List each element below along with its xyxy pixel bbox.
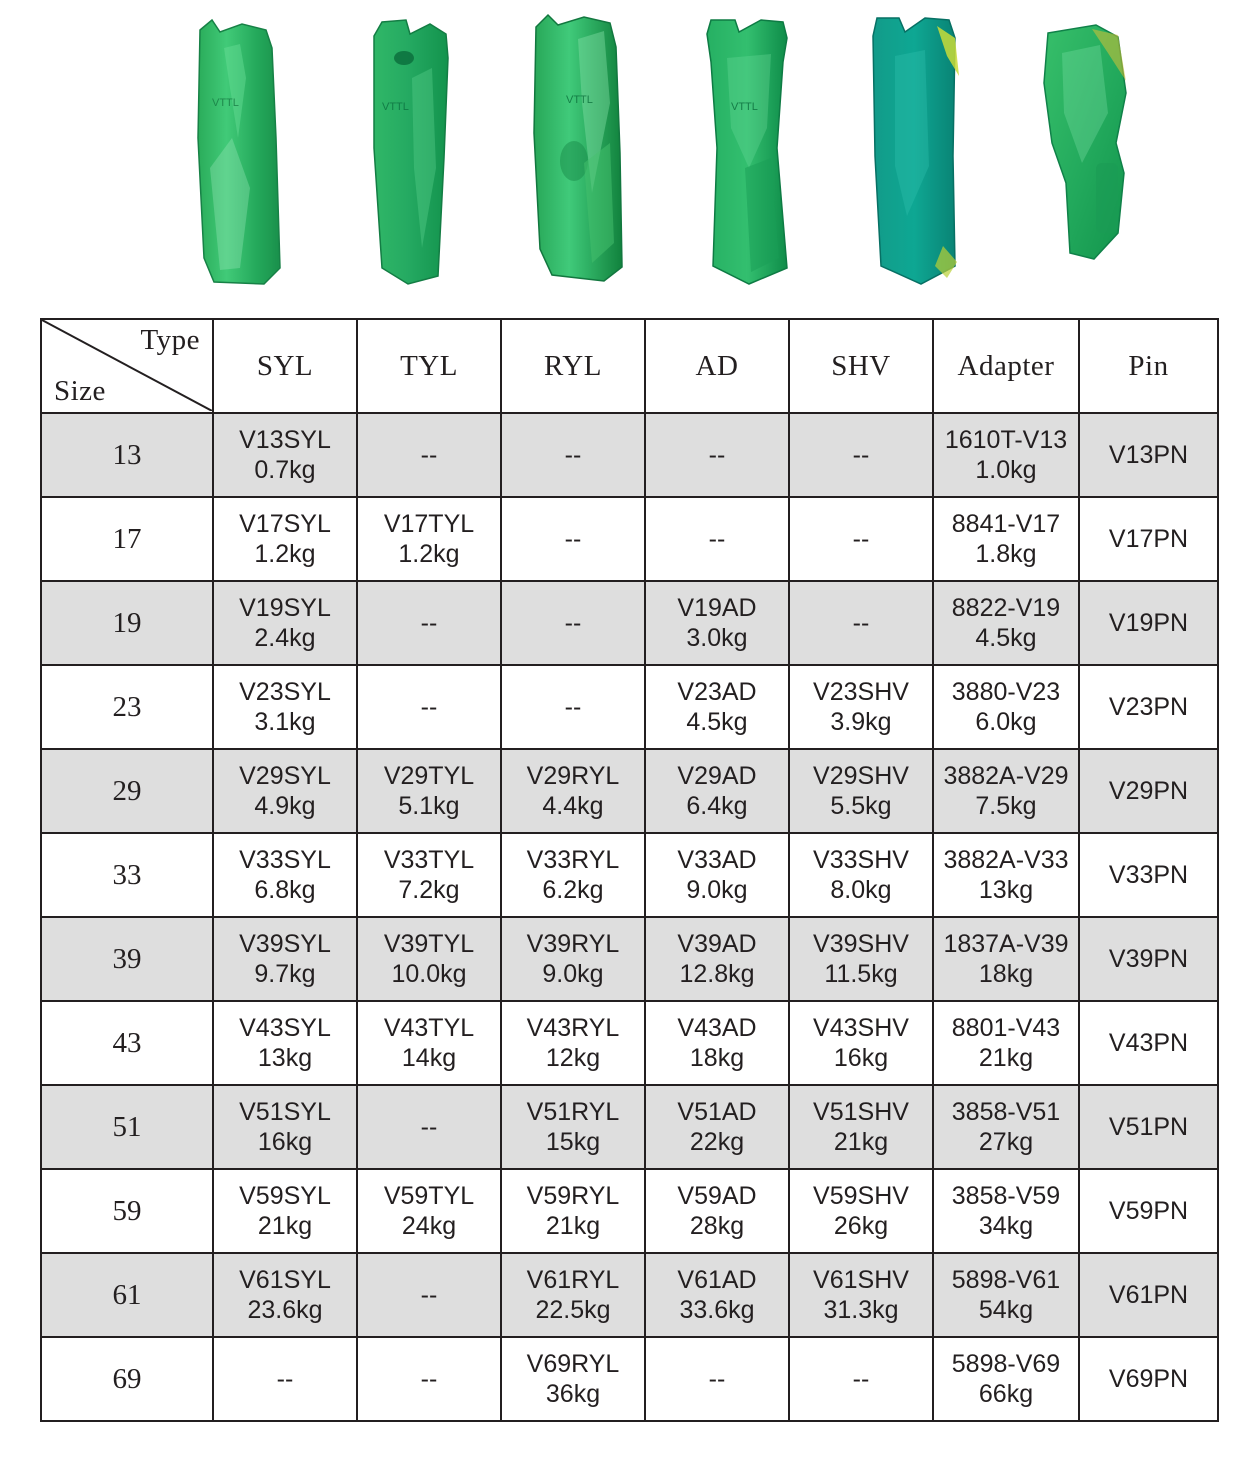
cell-spec (501, 1169, 645, 1253)
table-row (41, 497, 1218, 581)
cell-code: V17SYL (239, 509, 331, 538)
cell-code: V33RYL (526, 845, 620, 874)
cell-size: 59 (41, 1169, 213, 1253)
table-row (41, 665, 1218, 749)
cell-weight: 4.4kg (542, 792, 604, 820)
cell-code: V13SYL (239, 425, 331, 454)
cell-weight: 11.5kg (824, 960, 898, 988)
cell-code: V33SHV (813, 845, 909, 874)
cell-empty: -- (357, 1253, 501, 1337)
cell-code: 8801-V43 (951, 1013, 1061, 1042)
cell-empty: -- (645, 1337, 789, 1421)
cell-spec (645, 917, 789, 1001)
svg-text:VTTL: VTTL (382, 101, 410, 113)
cell-weight: 7.2kg (398, 876, 460, 904)
cell-spec (789, 833, 933, 917)
cell-code: V33AD (677, 845, 757, 874)
cell-spec (789, 1253, 933, 1337)
cell-spec (501, 1253, 645, 1337)
cell-spec (213, 497, 357, 581)
product-image-strip (180, 8, 1140, 293)
cell-empty: -- (789, 581, 933, 665)
cell-empty: -- (357, 1085, 501, 1169)
header-col-adapter: Adapter (933, 319, 1079, 413)
cell-spec (933, 917, 1079, 1001)
cell-spec (789, 1085, 933, 1169)
table-row (41, 1001, 1218, 1085)
cell-weight: 22.5kg (535, 1296, 611, 1324)
table-row (41, 1169, 1218, 1253)
cell-empty: -- (357, 413, 501, 497)
cell-pin: V43PN (1079, 1001, 1218, 1085)
product-adapter (1022, 23, 1140, 293)
cell-spec (501, 833, 645, 917)
cell-code: V23SYL (239, 677, 331, 706)
tooth-ryl-icon (518, 13, 640, 288)
cell-weight: 33.6kg (679, 1296, 755, 1324)
cell-spec (213, 1169, 357, 1253)
cell-spec (933, 1085, 1079, 1169)
product-tooth-ryl (518, 13, 640, 293)
cell-weight: 12.8kg (679, 960, 755, 988)
cell-weight: 3.1kg (254, 708, 316, 736)
cell-spec (357, 1169, 501, 1253)
specification-table (40, 318, 1219, 1422)
cell-pin: V19PN (1079, 581, 1218, 665)
cell-spec (501, 1085, 645, 1169)
cell-weight: 24kg (401, 1212, 457, 1240)
cell-spec (933, 665, 1079, 749)
cell-empty: -- (357, 581, 501, 665)
cell-weight: 12kg (545, 1044, 601, 1072)
cell-weight: 31.3kg (823, 1296, 899, 1324)
cell-spec (213, 1085, 357, 1169)
cell-weight: 6.0kg (975, 708, 1037, 736)
cell-code: V51SYL (239, 1097, 331, 1126)
cell-spec (789, 917, 933, 1001)
cell-code: 3882A-V33 (943, 845, 1069, 874)
cell-spec (645, 749, 789, 833)
cell-size: 29 (41, 749, 213, 833)
cell-empty: -- (213, 1337, 357, 1421)
cell-spec (645, 1253, 789, 1337)
adapter-icon (1022, 23, 1140, 288)
cell-weight: 6.8kg (254, 876, 316, 904)
cell-weight: 0.7kg (254, 456, 316, 484)
cell-weight: 2.4kg (254, 624, 316, 652)
cell-spec (933, 581, 1079, 665)
cell-code: V19SYL (239, 593, 331, 622)
cell-weight: 21kg (833, 1128, 889, 1156)
table-row (41, 581, 1218, 665)
cell-spec (645, 1001, 789, 1085)
product-tooth-shv (855, 16, 975, 293)
cell-size: 17 (41, 497, 213, 581)
cell-pin: V33PN (1079, 833, 1218, 917)
cell-code: 3858-V59 (951, 1181, 1061, 1210)
cell-code: V59SYL (239, 1181, 331, 1210)
cell-code: 5898-V69 (951, 1349, 1061, 1378)
cell-spec (213, 917, 357, 1001)
cell-weight: 23.6kg (247, 1296, 323, 1324)
cell-empty: -- (501, 413, 645, 497)
cell-code: V39RYL (526, 929, 620, 958)
cell-weight: 9.0kg (542, 960, 604, 988)
header-label-size: Size (54, 375, 106, 407)
cell-spec (213, 833, 357, 917)
cell-weight: 4.5kg (975, 624, 1037, 652)
cell-code: V69RYL (526, 1349, 620, 1378)
cell-code: V61SHV (813, 1265, 909, 1294)
svg-text:VTTL: VTTL (212, 97, 239, 109)
cell-spec (357, 833, 501, 917)
cell-size: 69 (41, 1337, 213, 1421)
cell-empty: -- (789, 497, 933, 581)
cell-spec (501, 917, 645, 1001)
cell-weight: 4.5kg (686, 708, 748, 736)
header-col-tyl: TYL (357, 319, 501, 413)
cell-weight: 1.2kg (398, 540, 460, 568)
cell-spec (933, 1169, 1079, 1253)
cell-spec (645, 833, 789, 917)
cell-pin: V61PN (1079, 1253, 1218, 1337)
cell-size: 33 (41, 833, 213, 917)
table-row (41, 833, 1218, 917)
cell-weight: 21kg (978, 1044, 1034, 1072)
cell-empty: -- (645, 497, 789, 581)
cell-spec (501, 749, 645, 833)
tooth-ad-icon (687, 18, 807, 288)
cell-weight: 26kg (833, 1212, 889, 1240)
cell-code: V43RYL (526, 1013, 620, 1042)
cell-code: V51RYL (526, 1097, 620, 1126)
cell-size: 23 (41, 665, 213, 749)
cell-weight: 5.5kg (830, 792, 892, 820)
cell-code: 3880-V23 (951, 677, 1061, 706)
cell-size: 19 (41, 581, 213, 665)
header-col-syl: SYL (213, 319, 357, 413)
cell-empty: -- (501, 665, 645, 749)
specification-table-wrapper (40, 318, 1215, 1422)
cell-weight: 10.0kg (391, 960, 467, 988)
table-row (41, 917, 1218, 1001)
cell-spec (933, 1337, 1079, 1421)
cell-spec (213, 1001, 357, 1085)
cell-size: 13 (41, 413, 213, 497)
cell-weight: 54kg (978, 1296, 1034, 1324)
table-row (41, 1337, 1218, 1421)
cell-spec (357, 749, 501, 833)
cell-weight: 6.2kg (542, 876, 604, 904)
cell-code: V43AD (677, 1013, 757, 1042)
cell-weight: 6.4kg (686, 792, 748, 820)
cell-weight: 66kg (978, 1380, 1034, 1408)
cell-weight: 3.0kg (686, 624, 748, 652)
cell-weight: 5.1kg (398, 792, 460, 820)
cell-weight: 1.2kg (254, 540, 316, 568)
cell-weight: 16kg (833, 1044, 889, 1072)
cell-weight: 9.7kg (254, 960, 316, 988)
header-label-type: Type (140, 324, 200, 356)
header-col-pin: Pin (1079, 319, 1218, 413)
table-row (41, 1253, 1218, 1337)
cell-spec (645, 665, 789, 749)
cell-spec (501, 1337, 645, 1421)
cell-code: V33SYL (239, 845, 331, 874)
cell-spec (213, 749, 357, 833)
cell-spec (789, 665, 933, 749)
tooth-syl-icon (180, 18, 305, 288)
cell-weight: 18kg (689, 1044, 745, 1072)
cell-code: 1610T-V13 (944, 425, 1068, 454)
cell-code: 8822-V19 (951, 593, 1061, 622)
cell-spec (213, 1253, 357, 1337)
cell-spec (789, 1001, 933, 1085)
cell-code: V29AD (677, 761, 757, 790)
cell-weight: 36kg (545, 1380, 601, 1408)
svg-text:VTTL: VTTL (731, 101, 759, 113)
cell-spec (645, 581, 789, 665)
cell-code: V61AD (677, 1265, 757, 1294)
cell-empty: -- (357, 1337, 501, 1421)
cell-code: V59AD (677, 1181, 757, 1210)
cell-code: 3882A-V29 (943, 761, 1069, 790)
cell-code: V39AD (677, 929, 757, 958)
cell-code: V61SYL (239, 1265, 331, 1294)
cell-code: V23AD (677, 677, 757, 706)
cell-spec (933, 413, 1079, 497)
cell-spec (501, 1001, 645, 1085)
cell-size: 51 (41, 1085, 213, 1169)
cell-weight: 14kg (401, 1044, 457, 1072)
cell-spec (789, 749, 933, 833)
cell-weight: 21kg (257, 1212, 313, 1240)
cell-weight: 22kg (689, 1128, 745, 1156)
product-tooth-tyl (352, 18, 470, 293)
cell-code: V61RYL (526, 1265, 620, 1294)
table-row (41, 413, 1218, 497)
cell-code: V39SYL (239, 929, 331, 958)
cell-weight: 16kg (257, 1128, 313, 1156)
cell-code: V39SHV (813, 929, 909, 958)
cell-weight: 7.5kg (975, 792, 1037, 820)
cell-code: V59TYL (383, 1181, 475, 1210)
cell-code: V23SHV (813, 677, 909, 706)
header-corner-size-type (41, 319, 213, 413)
cell-spec (213, 665, 357, 749)
cell-code: V29SHV (813, 761, 909, 790)
cell-code: 8841-V17 (951, 509, 1061, 538)
table-body (41, 413, 1218, 1421)
cell-pin: V23PN (1079, 665, 1218, 749)
cell-code: 5898-V61 (951, 1265, 1061, 1294)
cell-pin: V59PN (1079, 1169, 1218, 1253)
cell-code: V51AD (677, 1097, 757, 1126)
cell-code: V59RYL (526, 1181, 620, 1210)
table-header (41, 319, 1218, 413)
cell-code: V29RYL (526, 761, 620, 790)
cell-size: 43 (41, 1001, 213, 1085)
cell-weight: 1.8kg (975, 540, 1037, 568)
cell-empty: -- (501, 497, 645, 581)
cell-pin: V39PN (1079, 917, 1218, 1001)
cell-spec (933, 833, 1079, 917)
cell-code: V43SHV (813, 1013, 909, 1042)
cell-code: V59SHV (813, 1181, 909, 1210)
cell-empty: -- (789, 1337, 933, 1421)
cell-size: 39 (41, 917, 213, 1001)
product-tooth-ad (687, 18, 807, 293)
cell-empty: -- (645, 413, 789, 497)
cell-pin: V69PN (1079, 1337, 1218, 1421)
cell-code: V19AD (677, 593, 757, 622)
cell-size: 61 (41, 1253, 213, 1337)
cell-weight: 13kg (257, 1044, 313, 1072)
cell-code: V51SHV (813, 1097, 909, 1126)
cell-spec (357, 497, 501, 581)
cell-code: 1837A-V39 (943, 929, 1069, 958)
cell-code: V29TYL (383, 761, 475, 790)
cell-code: 3858-V51 (951, 1097, 1061, 1126)
cell-code: V39TYL (383, 929, 475, 958)
cell-spec (357, 1001, 501, 1085)
cell-pin: V17PN (1079, 497, 1218, 581)
cell-spec (933, 497, 1079, 581)
cell-spec (789, 1169, 933, 1253)
cell-weight: 28kg (689, 1212, 745, 1240)
cell-weight: 18kg (978, 960, 1034, 988)
header-col-ad: AD (645, 319, 789, 413)
cell-spec (645, 1085, 789, 1169)
cell-empty: -- (501, 581, 645, 665)
cell-weight: 15kg (545, 1128, 601, 1156)
product-tooth-syl (180, 18, 305, 293)
cell-weight: 4.9kg (254, 792, 316, 820)
cell-pin: V13PN (1079, 413, 1218, 497)
table-header-row (41, 319, 1218, 413)
tooth-shv-icon (855, 16, 975, 288)
cell-spec (933, 1001, 1079, 1085)
cell-empty: -- (357, 665, 501, 749)
cell-spec (213, 581, 357, 665)
tooth-tyl-icon (352, 18, 470, 288)
cell-weight: 21kg (545, 1212, 601, 1240)
cell-pin: V51PN (1079, 1085, 1218, 1169)
cell-spec (933, 1253, 1079, 1337)
cell-code: V43TYL (383, 1013, 475, 1042)
header-col-shv: SHV (789, 319, 933, 413)
svg-text:VTTL: VTTL (565, 94, 593, 106)
cell-spec (645, 1169, 789, 1253)
table-row (41, 749, 1218, 833)
table-row (41, 1085, 1218, 1169)
cell-weight: 1.0kg (975, 456, 1037, 484)
header-col-ryl: RYL (501, 319, 645, 413)
cell-pin: V29PN (1079, 749, 1218, 833)
cell-weight: 34kg (978, 1212, 1034, 1240)
cell-weight: 3.9kg (830, 708, 892, 736)
cell-weight: 13kg (978, 876, 1034, 904)
cell-weight: 9.0kg (686, 876, 748, 904)
cell-spec (213, 413, 357, 497)
cell-code: V33TYL (383, 845, 475, 874)
cell-code: V17TYL (383, 509, 475, 538)
cell-weight: 27kg (978, 1128, 1034, 1156)
cell-code: V29SYL (239, 761, 331, 790)
cell-weight: 8.0kg (830, 876, 892, 904)
cell-code: V43SYL (239, 1013, 331, 1042)
cell-spec (933, 749, 1079, 833)
cell-spec (357, 917, 501, 1001)
cell-empty: -- (789, 413, 933, 497)
